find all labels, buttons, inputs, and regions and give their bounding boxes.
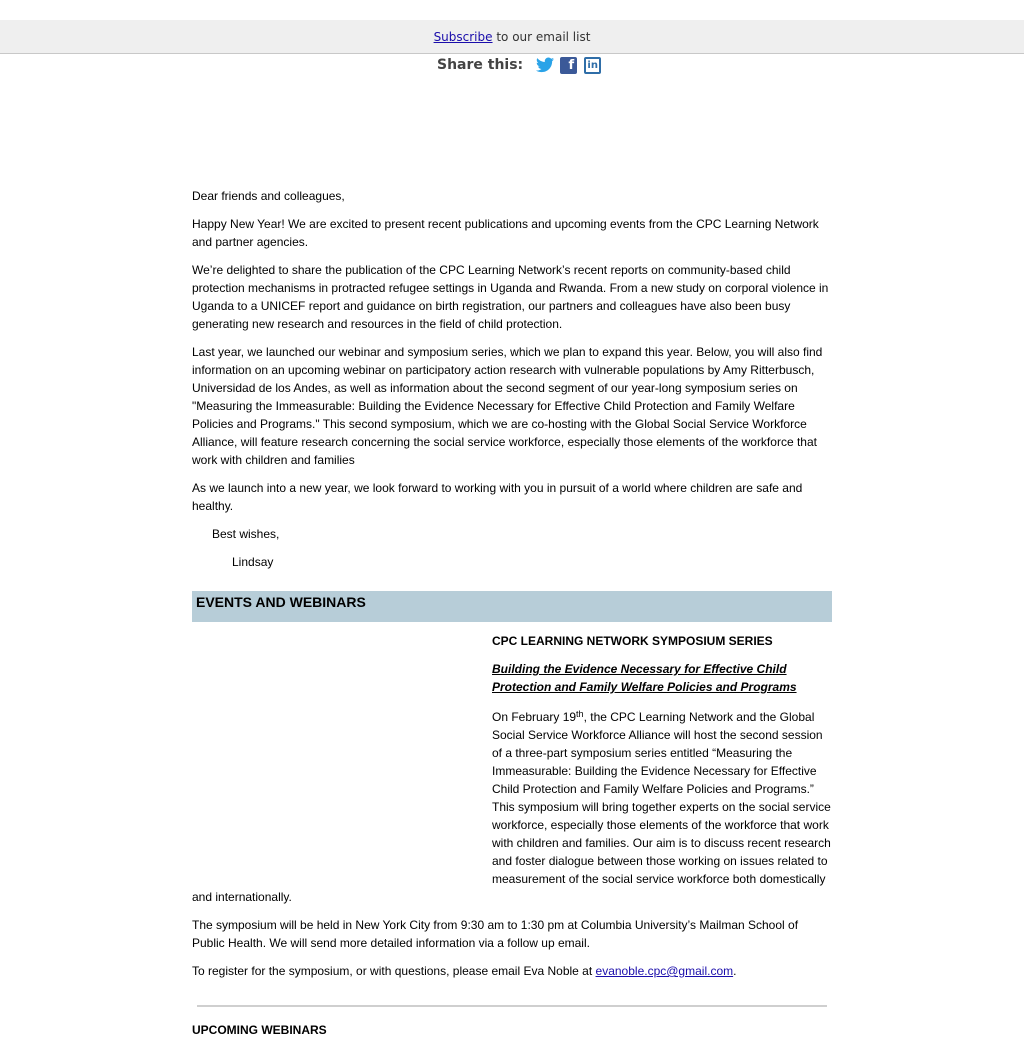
- subscribe-text: to our email list: [492, 30, 591, 44]
- register-end: .: [733, 964, 737, 978]
- subscribe-link[interactable]: Subscribe: [433, 30, 493, 44]
- twitter-icon[interactable]: [536, 57, 553, 74]
- facebook-icon[interactable]: f: [560, 57, 577, 74]
- share-bar: [437, 54, 608, 76]
- symposium-date: On February 19: [492, 710, 577, 724]
- register-text: To register for the symposium, or with questions, please email Eva Noble at: [192, 964, 596, 978]
- intro-paragraph: Happy New Year! We are excited to present recent publications and upcoming events from the CPC Learning Network and partner agencies.: [192, 217, 819, 249]
- date-suffix: th: [576, 709, 584, 719]
- register-line: [192, 962, 832, 980]
- publications-paragraph: We’re delighted to share the publication of the CPC Learning Network’s recent reports on community-based child protection mechanisms in protracted refugee settings in Uganda and Rwanda. From a new study on corporal violence in Uganda to a UNICEF report and guidance on birth registration, our partners and colleagues have also been busy generating new research and resources in the field of child protection.: [192, 263, 829, 331]
- symposium-title: CPC LEARNING NETWORK SYMPOSIUM SERIES: [492, 634, 773, 648]
- symposium-subtitle: Building the Evidence Necessary for Effective Child Protection and Family Welfare Policies and Programs: [492, 662, 797, 694]
- webinar-paragraph: Last year, we launched our webinar and symposium series, which we plan to expand this year. Below, you will also find information on an upcoming webinar on participatory action research with vulnerable populations by Amy Ritterbusch, Universidad de los Andes, as well as information about the second segment of our year-long symposium series on "Measuring the Immeasurable: Building the Evidence Necessary for Effective Child Protection and Family Welfare Policies and Programs." This second symposium, which we are co-hosting with the Global Social Service Workforce Alliance, will feature research concerning the social service workforce, especially those elements of the workforce that work with children and families: [192, 345, 823, 467]
- linkedin-icon[interactable]: in: [584, 57, 601, 74]
- closing-line: Best wishes,: [212, 527, 280, 541]
- share-label: Share this:: [437, 57, 524, 73]
- symposium-location: The symposium will be held in New York City from 9:30 am to 1:30 pm at Columbia University’s Mailman School of Public Health. We will send more detailed information via a follow up email.: [192, 918, 799, 950]
- newsletter-body: [192, 187, 832, 1039]
- events-section-header: EVENTS AND WEBINARS: [192, 591, 832, 622]
- event-image-placeholder: [192, 632, 492, 876]
- section-divider: [197, 1005, 827, 1007]
- symposium-event: [192, 632, 832, 980]
- closing-paragraph: As we launch into a new year, we look forward to working with you in pursuit of a world where children are safe and healthy.: [192, 481, 803, 513]
- greeting: Dear friends and colleagues,: [192, 189, 345, 203]
- signature: Lindsay: [232, 555, 274, 569]
- upcoming-webinars-title: UPCOMING WEBINARS: [192, 1023, 327, 1037]
- subscribe-bar: [0, 20, 1024, 54]
- email-link[interactable]: evanoble.cpc@gmail.com: [595, 964, 734, 978]
- symposium-details: , the CPC Learning Network and the Global Social Service Workforce Alliance will host the second session of a three-part symposium series entitled “Measuring the Immeasurable: Building the Evidence Necessary for Effective Child Protection and Family Welfare Policies and Programs.” This symposium will bring together experts on the social service workforce, especially those elements of the workforce that work with children and families. Our aim is to discuss recent research and foster dialogue between those working on issues related to measurement of the social service workforce both domestically and internationally.: [192, 710, 831, 904]
